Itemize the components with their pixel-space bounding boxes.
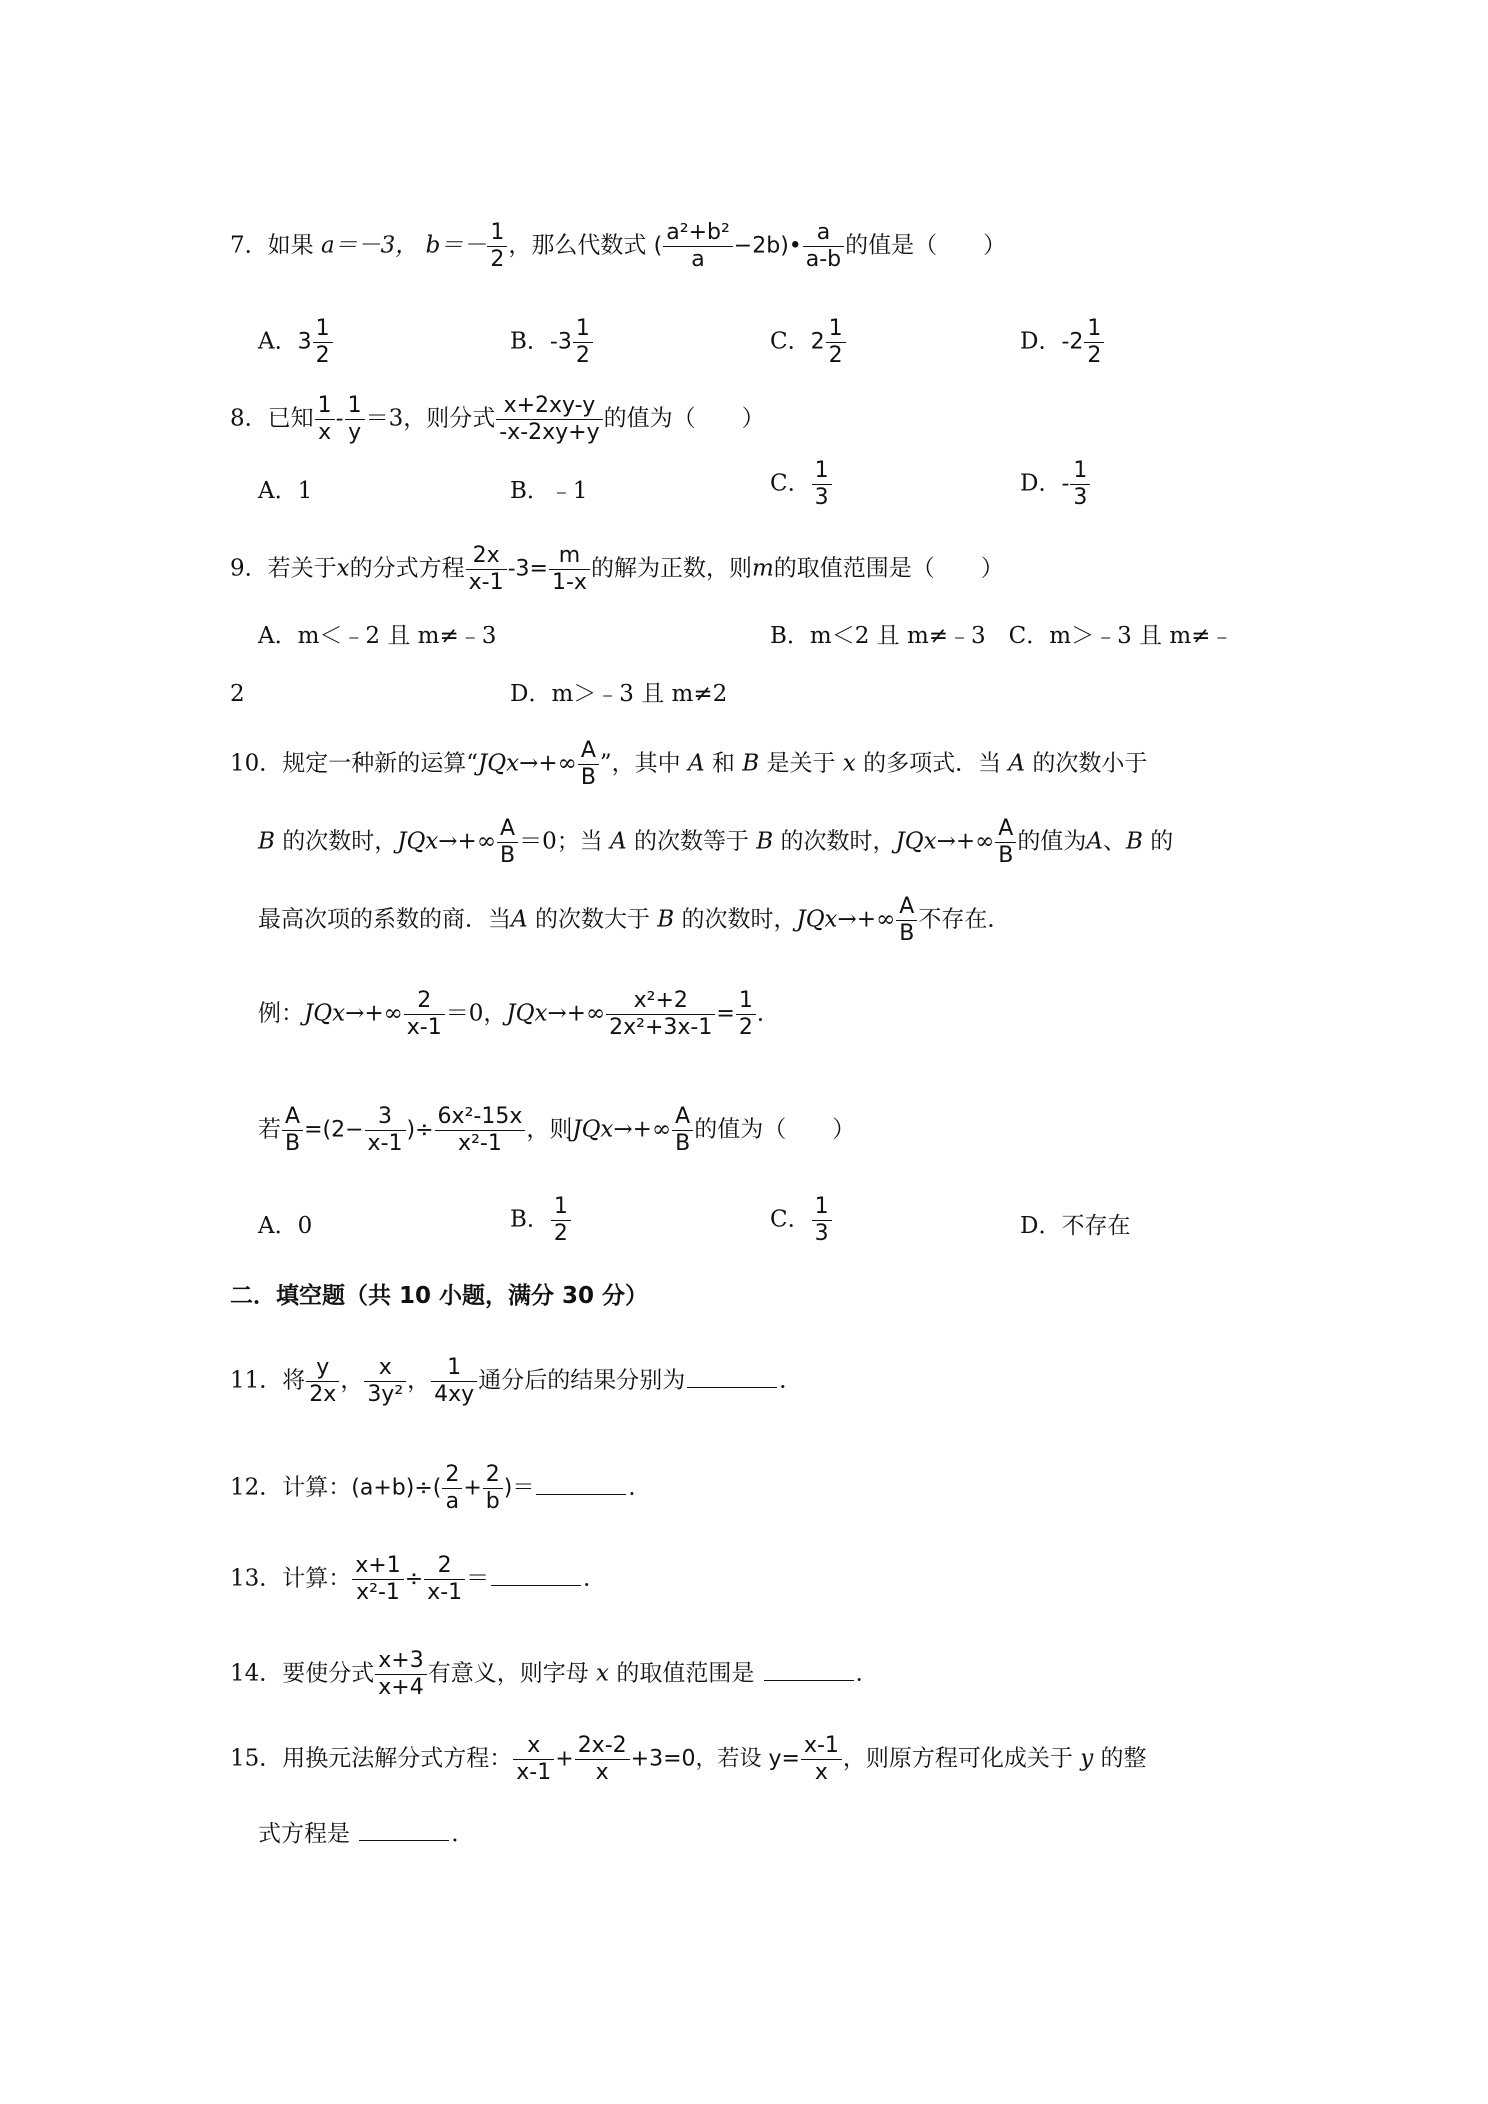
fraction: $\frac{1}{2}$: [826, 318, 846, 367]
q10-line-3: 最高次项的系数的商．当A 的次数大于 B 的次数时，JQx→+∞ $\frac{A}{B}$ 不存在．: [258, 894, 1011, 946]
q14-stem: 14．要使分式 $\frac{x+3}{x+4}$ 有意义，则字母 x 的取值范围是 ．: [230, 1648, 879, 1700]
fraction: $\frac{1}{3}$: [812, 460, 832, 509]
answer-blank[interactable]: [687, 1386, 777, 1388]
q7-option-b[interactable]: B．-3 $\frac{1}{2}$: [510, 318, 594, 367]
fraction: $\frac{A}{B}$: [282, 1106, 303, 1155]
q7-stem: 7．如果 a＝－3， b＝－ $\frac{1}{2}$ ，那么代数式 ( $\frac{\text{a²+b²}}{a}$ −2b)• $\frac{a}{a-b}$ 的值是（ ）: [230, 220, 1007, 272]
fraction: $\frac{1}{x}$: [315, 395, 335, 444]
fraction: $\frac{a}{a-b}$: [803, 222, 844, 271]
q10-line-1: 10．规定一种新的运算“JQx→+∞ $\frac{A}{B}$ ”，其中 A 和 B 是关于 x 的多项式．当 A 的次数小于: [230, 738, 1148, 790]
fraction: $\frac{2x-2}{x}$: [575, 1735, 630, 1784]
q8-stem: 8．已知 $\frac{1}{x}$ - $\frac{1}{y}$ ＝3，则分式 $\frac{x+2xy-y}{-x-2xy+y}$ 的值为（ ）: [230, 393, 765, 445]
q8-option-c[interactable]: C． $\frac{1}{3}$: [770, 460, 833, 509]
q15-line-2: 式方程是 ．: [258, 1821, 475, 1847]
fraction: $\frac{1}{2}$: [1084, 318, 1104, 367]
fraction: $\frac{x-1}{x}$: [801, 1735, 842, 1784]
fraction: $\frac{1}{3}$: [812, 1196, 832, 1245]
fraction: $\frac{x}{x-1}$: [513, 1735, 554, 1784]
q8-option-b[interactable]: B．﹣1: [510, 478, 588, 504]
fraction: $\frac{1}{2}$: [487, 222, 507, 271]
fraction: $\frac{1}{3}$: [1070, 460, 1090, 509]
fraction: $\frac{x}{\text{3y²}}$: [364, 1357, 406, 1406]
fraction: $\frac{x+1}{\text{x²-1}}$: [352, 1555, 403, 1604]
answer-blank[interactable]: [359, 1839, 449, 1841]
answer-blank[interactable]: [764, 1679, 854, 1681]
fraction: $\frac{1}{2}$: [736, 990, 756, 1039]
fraction: $\frac{x+2xy-y}{-x-2xy+y}$: [496, 395, 602, 444]
fraction: $\frac{A}{B}$: [497, 818, 518, 867]
fraction: $\frac{A}{B}$: [578, 740, 599, 789]
q9-stem: 9．若关于x的分式方程 $\frac{2x}{x-1}$ -3= $\frac{m}{1-x}$ 的解为正数，则m的取值范围是（ ）: [230, 543, 1004, 595]
q12-stem: 12．计算：(a+b)÷( $\frac{2}{a}$ + $\frac{2}{b}$ )＝ ．: [230, 1462, 652, 1514]
fraction: $\frac{2}{b}$: [483, 1464, 503, 1513]
answer-blank[interactable]: [491, 1584, 581, 1586]
q10-example: 例：JQx→+∞ $\frac{2}{x-1}$ ＝0，JQx→+∞ $\frac{\text{x²+2}}{\text{2x²+3x-1}}$ = $\frac{1}{2}$ ．: [258, 988, 780, 1040]
q11-stem: 11．将 $\frac{y}{2x}$ ， $\frac{x}{\text{3y²}}$ ， $\frac{1}{4xy}$ 通分后的结果分别为 ．: [230, 1355, 803, 1407]
q10-option-a[interactable]: A．0: [258, 1213, 313, 1239]
fraction: $\frac{\text{6x²-15x}}{\text{x²-1}}$: [435, 1106, 526, 1155]
q10-option-c[interactable]: C． $\frac{1}{3}$: [770, 1196, 833, 1245]
fraction: $\frac{A}{B}$: [995, 818, 1016, 867]
fraction: $\frac{\text{a²+b²}}{a}$: [663, 222, 733, 271]
fraction: $\frac{m}{1-x}$: [549, 545, 590, 594]
fraction: $\frac{A}{B}$: [672, 1106, 693, 1155]
q9-wrap: 2: [230, 681, 245, 707]
q7-option-a[interactable]: A．3 $\frac{1}{2}$: [258, 318, 334, 367]
fraction: $\frac{\text{x²+2}}{\text{2x²+3x-1}}$: [606, 990, 715, 1039]
q10-option-b[interactable]: B． $\frac{1}{2}$: [510, 1196, 572, 1245]
answer-blank[interactable]: [536, 1493, 626, 1495]
q8-option-a[interactable]: A．1: [258, 478, 313, 504]
q9-option-a[interactable]: A．m＜﹣2 且 m≠﹣3: [258, 623, 497, 649]
q10-line-2: B 的次数时，JQx→+∞ $\frac{A}{B}$ ＝0；当 A 的次数等于 B 的次数时，JQx→+∞ $\frac{A}{B}$ 的值为A、B 的: [258, 816, 1174, 868]
fraction: $\frac{1}{2}$: [573, 318, 593, 367]
q8-option-d[interactable]: D．- $\frac{1}{3}$: [1020, 460, 1091, 509]
q9-option-bc[interactable]: B．m＜2 且 m≠﹣3 C．m＞﹣3 且 m≠﹣: [770, 623, 1234, 649]
q15-stem: 15．用换元法解分式方程： $\frac{x}{x-1}$ + $\frac{2x-2}{x}$ +3=0，若设 y= $\frac{x-1}{x}$ ，则原方程可化成关于 y 的整: [230, 1733, 1147, 1785]
fraction: $\frac{1}{y}$: [345, 395, 365, 444]
fraction: $\frac{2x}{x-1}$: [466, 545, 507, 594]
fraction: $\frac{3}{x-1}$: [365, 1106, 406, 1155]
fraction: $\frac{1}{2}$: [551, 1196, 571, 1245]
fraction: $\frac{2}{x-1}$: [424, 1555, 465, 1604]
q10-question: 若 $\frac{A}{B}$ =(2− $\frac{3}{x-1}$ )÷ $\frac{\text{6x²-15x}}{\text{x²-1}}$ ，则JQx→+∞ $\frac{A}{B}$ 的值为（ ）: [258, 1104, 856, 1156]
q13-stem: 13．计算： $\frac{x+1}{\text{x²-1}}$ ÷ $\frac{2}{x-1}$ ＝ ．: [230, 1553, 607, 1605]
fraction: $\frac{2}{x-1}$: [404, 990, 445, 1039]
q7-option-c[interactable]: C．2 $\frac{1}{2}$: [770, 318, 847, 367]
fraction: $\frac{2}{a}$: [442, 1464, 462, 1513]
fraction: $\frac{1}{2}$: [313, 318, 333, 367]
fraction: $\frac{y}{2x}$: [306, 1357, 339, 1406]
q10-option-d[interactable]: D．不存在: [1020, 1213, 1131, 1239]
q9-option-d[interactable]: D．m＞﹣3 且 m≠2: [510, 681, 728, 707]
fraction: $\frac{1}{4xy}$: [431, 1357, 477, 1406]
fraction: $\frac{x+3}{x+4}$: [375, 1650, 426, 1699]
q7-option-d[interactable]: D．-2 $\frac{1}{2}$: [1020, 318, 1105, 367]
fraction: $\frac{A}{B}$: [896, 896, 917, 945]
section-2-heading: 二．填空题（共 10 小题，满分 30 分）: [230, 1283, 649, 1309]
